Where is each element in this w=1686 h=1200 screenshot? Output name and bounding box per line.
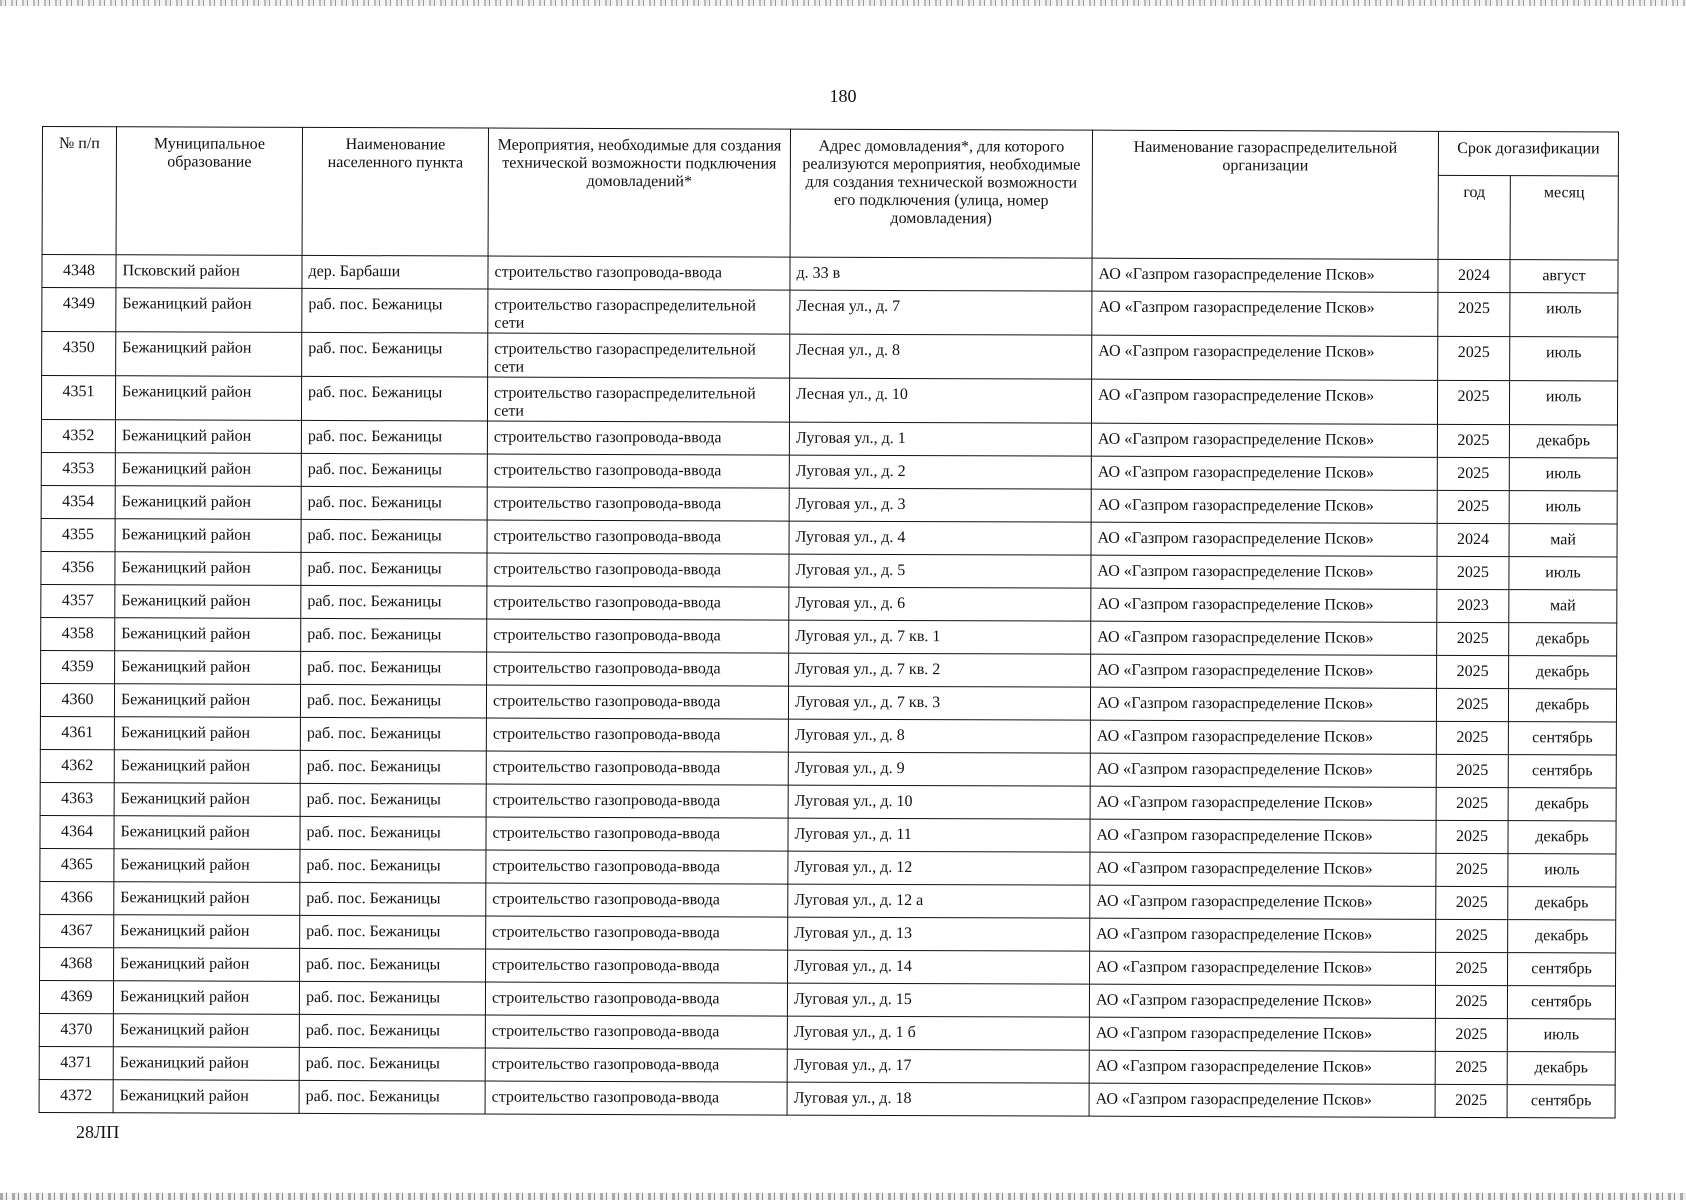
cell-address: Луговая ул., д. 1: [789, 422, 1091, 456]
cell-measure: строительство газопровода-ввода: [487, 454, 789, 488]
table-row: [41, 452, 1617, 491]
cell-year: 2025: [1436, 754, 1508, 787]
cell-year: 2025: [1437, 622, 1509, 655]
cell-organization: АО «Газпром газораспределение Псков»: [1090, 786, 1436, 820]
cell-month: сентябрь: [1507, 1085, 1615, 1118]
table-row: [41, 518, 1617, 557]
scan-edge-top: [0, 0, 1686, 6]
table-row: [39, 980, 1615, 1019]
cell-municipality: Бежаницкий район: [114, 816, 300, 850]
cell-municipality: Бежаницкий район: [113, 1047, 299, 1081]
cell-num: 4357: [41, 584, 115, 617]
cell-num: 4371: [39, 1046, 113, 1079]
cell-municipality: Бежаницкий район: [116, 288, 302, 333]
table-body: [39, 255, 1618, 1118]
cell-month: июль: [1508, 854, 1616, 887]
cell-address: Луговая ул., д. 4: [789, 521, 1091, 555]
table-row: [41, 584, 1617, 623]
cell-settlement: раб. пос. Бежаницы: [300, 948, 486, 982]
table-row: [40, 749, 1616, 788]
cell-settlement: раб. пос. Бежаницы: [300, 750, 486, 784]
cell-settlement: раб. пос. Бежаницы: [301, 453, 487, 487]
table-row: [40, 914, 1616, 953]
cell-num: 4352: [41, 419, 115, 452]
cell-organization: АО «Газпром газораспределение Псков»: [1089, 1050, 1435, 1084]
table-row: [42, 332, 1618, 382]
cell-num: 4356: [41, 551, 115, 584]
cell-settlement: раб. пос. Бежаницы: [301, 420, 487, 454]
cell-month: сентябрь: [1507, 986, 1615, 1019]
cell-organization: АО «Газпром газораспределение Псков»: [1090, 687, 1436, 721]
footer-code: 28ЛП: [76, 1122, 120, 1142]
cell-month: июль: [1509, 381, 1617, 425]
cell-organization: АО «Газпром газораспределение Псков»: [1092, 335, 1438, 380]
cell-num: 4362: [40, 749, 114, 782]
cell-year: 2025: [1438, 292, 1510, 336]
cell-address: Луговая ул., д. 12 а: [788, 884, 1090, 918]
cell-municipality: Бежаницкий район: [115, 651, 301, 685]
cell-num: 4354: [41, 485, 115, 518]
cell-organization: АО «Газпром газораспределение Псков»: [1090, 918, 1436, 952]
header-num: № п/п: [42, 127, 116, 255]
cell-num: 4361: [40, 716, 114, 749]
cell-year: 2025: [1436, 721, 1508, 754]
table-row: [39, 1079, 1615, 1118]
cell-measure: строительство газопровода-ввода: [485, 1015, 787, 1049]
cell-year: 2025: [1437, 490, 1509, 523]
cell-municipality: Бежаницкий район: [113, 1014, 299, 1048]
table-wrapper: [39, 126, 1618, 1118]
table-row: [39, 1013, 1615, 1052]
cell-municipality: Бежаницкий район: [114, 915, 300, 949]
cell-settlement: раб. пос. Бежаницы: [301, 519, 487, 553]
header-year: год: [1438, 175, 1510, 259]
cell-municipality: Бежаницкий район: [115, 519, 301, 553]
cell-measure: строительство газопровода-ввода: [485, 1048, 787, 1082]
cell-organization: АО «Газпром газораспределение Псков»: [1090, 720, 1436, 754]
table-row: [42, 288, 1618, 338]
page-number: 180: [829, 86, 857, 106]
cell-municipality: Бежаницкий район: [115, 420, 301, 454]
cell-num: 4349: [42, 288, 116, 332]
cell-month: май: [1509, 590, 1617, 623]
cell-year: 2025: [1436, 820, 1508, 853]
cell-month: декабрь: [1508, 920, 1616, 953]
scan-edge-bottom: [0, 1193, 1686, 1200]
cell-month: декабрь: [1509, 623, 1617, 656]
cell-address: Луговая ул., д. 17: [787, 1049, 1089, 1083]
cell-settlement: раб. пос. Бежаницы: [301, 585, 487, 619]
cell-month: сентябрь: [1508, 953, 1616, 986]
cell-settlement: раб. пос. Бежаницы: [300, 915, 486, 949]
cell-municipality: Бежаницкий район: [114, 849, 300, 883]
cell-measure: строительство газопровода-ввода: [487, 553, 789, 587]
cell-year: 2025: [1437, 655, 1509, 688]
cell-municipality: Бежаницкий район: [114, 684, 300, 718]
table-row: [42, 255, 1618, 294]
cell-settlement: раб. пос. Бежаницы: [300, 717, 486, 751]
cell-address: Лесная ул., д. 8: [790, 334, 1092, 379]
cell-year: 2025: [1436, 853, 1508, 886]
cell-year: 2025: [1436, 952, 1508, 985]
cell-month: декабрь: [1509, 656, 1617, 689]
cell-num: 4370: [39, 1013, 113, 1046]
cell-address: Лесная ул., д. 10: [789, 378, 1091, 423]
cell-num: 4367: [40, 914, 114, 947]
cell-organization: АО «Газпром газораспределение Псков»: [1091, 654, 1437, 688]
cell-month: июль: [1509, 557, 1617, 590]
cell-month: август: [1510, 260, 1618, 293]
cell-year: 2025: [1436, 787, 1508, 820]
cell-organization: АО «Газпром газораспределение Псков»: [1090, 885, 1436, 919]
cell-measure: строительство газораспределительной сети: [488, 289, 790, 334]
cell-address: Луговая ул., д. 5: [789, 554, 1091, 588]
cell-settlement: раб. пос. Бежаницы: [302, 332, 488, 377]
cell-address: Луговая ул., д. 13: [788, 917, 1090, 951]
cell-measure: строительство газопровода-ввода: [486, 718, 788, 752]
table-row: [41, 485, 1617, 524]
table-row: [41, 650, 1617, 689]
cell-municipality: Бежаницкий район: [115, 376, 301, 421]
cell-settlement: раб. пос. Бежаницы: [300, 783, 486, 817]
cell-month: декабрь: [1508, 689, 1616, 722]
cell-measure: строительство газопровода-ввода: [486, 883, 788, 917]
cell-settlement: раб. пос. Бежаницы: [301, 552, 487, 586]
cell-address: Луговая ул., д. 18: [787, 1082, 1089, 1116]
cell-settlement: раб. пос. Бежаницы: [299, 981, 485, 1015]
cell-month: декабрь: [1508, 788, 1616, 821]
cell-year: 2025: [1438, 336, 1510, 380]
table-row: [40, 782, 1616, 821]
cell-year: 2025: [1436, 688, 1508, 721]
cell-organization: АО «Газпром газораспределение Псков»: [1092, 258, 1438, 292]
header-row: [42, 127, 1618, 177]
cell-organization: АО «Газпром газораспределение Псков»: [1091, 621, 1437, 655]
cell-organization: АО «Газпром газораспределение Псков»: [1090, 852, 1436, 886]
cell-municipality: Бежаницкий район: [113, 981, 299, 1015]
cell-organization: АО «Газпром газораспределение Псков»: [1089, 984, 1435, 1018]
cell-municipality: Бежаницкий район: [116, 332, 302, 377]
cell-settlement: раб. пос. Бежаницы: [301, 651, 487, 685]
cell-municipality: Бежаницкий район: [115, 552, 301, 586]
cell-organization: АО «Газпром газораспределение Псков»: [1089, 1083, 1435, 1117]
cell-year: 2024: [1438, 259, 1510, 292]
cell-num: 4369: [39, 980, 113, 1013]
cell-measure: строительство газораспределительной сети: [488, 333, 790, 378]
table-row: [41, 617, 1617, 656]
table-row: [39, 1046, 1615, 1085]
cell-organization: АО «Газпром газораспределение Псков»: [1091, 456, 1437, 490]
cell-measure: строительство газопровода-ввода: [486, 949, 788, 983]
cell-measure: строительство газопровода-ввода: [487, 421, 789, 455]
cell-organization: АО «Газпром газораспределение Псков»: [1090, 951, 1436, 985]
header-month: месяц: [1510, 176, 1618, 260]
cell-num: 4353: [41, 452, 115, 485]
cell-year: 2025: [1437, 380, 1509, 424]
cell-year: 2025: [1435, 1051, 1507, 1084]
header-address: Адрес домовладения*, для которого реализуются мероприятия, необходимые для создания технической возможности его подключения (улица, номер домовладения): [790, 129, 1092, 258]
cell-organization: АО «Газпром газораспределение Псков»: [1091, 379, 1437, 424]
cell-measure: строительство газопровода-ввода: [485, 982, 787, 1016]
cell-municipality: Бежаницкий район: [115, 453, 301, 487]
table-row: [41, 551, 1617, 590]
cell-year: 2025: [1437, 457, 1509, 490]
cell-measure: строительство газопровода-ввода: [485, 1081, 787, 1115]
cell-year: 2025: [1435, 1018, 1507, 1051]
table-row: [40, 848, 1616, 887]
cell-measure: строительство газопровода-ввода: [486, 850, 788, 884]
cell-municipality: Бежаницкий район: [115, 486, 301, 520]
cell-measure: строительство газопровода-ввода: [486, 916, 788, 950]
cell-settlement: раб. пос. Бежаницы: [299, 1014, 485, 1048]
cell-measure: строительство газопровода-ввода: [486, 685, 788, 719]
cell-address: Луговая ул., д. 3: [789, 488, 1091, 522]
cell-month: июль: [1510, 293, 1618, 337]
cell-month: сентябрь: [1508, 755, 1616, 788]
cell-address: Луговая ул., д. 7 кв. 1: [789, 620, 1091, 654]
cell-measure: строительство газопровода-ввода: [486, 784, 788, 818]
table-row: [40, 683, 1616, 722]
cell-address: Луговая ул., д. 11: [788, 818, 1090, 852]
cell-measure: строительство газопровода-ввода: [487, 619, 789, 653]
cell-address: д. 33 в: [790, 257, 1092, 291]
cell-address: Луговая ул., д. 7 кв. 3: [788, 686, 1090, 720]
table-row: [40, 815, 1616, 854]
cell-address: Луговая ул., д. 9: [788, 752, 1090, 786]
header-municipality: Муниципальное образование: [116, 127, 302, 256]
cell-address: Луговая ул., д. 10: [788, 785, 1090, 819]
cell-year: 2025: [1437, 556, 1509, 589]
cell-settlement: раб. пос. Бежаницы: [299, 1047, 485, 1081]
header-settlement: Наименование населенного пункта: [302, 127, 488, 256]
table-row: [40, 716, 1616, 755]
cell-address: Луговая ул., д. 1 б: [787, 1016, 1089, 1050]
cell-year: 2024: [1437, 523, 1509, 556]
cell-organization: АО «Газпром газораспределение Псков»: [1090, 819, 1436, 853]
cell-measure: строительство газопровода-ввода: [486, 751, 788, 785]
cell-municipality: Бежаницкий район: [114, 717, 300, 751]
cell-measure: строительство газопровода-ввода: [487, 520, 789, 554]
cell-address: Луговая ул., д. 2: [789, 455, 1091, 489]
cell-year: 2025: [1436, 886, 1508, 919]
table-row: [41, 376, 1617, 426]
table-row: [40, 881, 1616, 920]
cell-num: 4372: [39, 1079, 113, 1112]
cell-address: Луговая ул., д. 8: [788, 719, 1090, 753]
cell-address: Луговая ул., д. 15: [787, 983, 1089, 1017]
cell-organization: АО «Газпром газораспределение Псков»: [1090, 753, 1436, 787]
cell-municipality: Псковский район: [116, 255, 302, 289]
cell-num: 4359: [41, 650, 115, 683]
cell-num: 4368: [40, 947, 114, 980]
cell-organization: АО «Газпром газораспределение Псков»: [1091, 423, 1437, 457]
cell-measure: строительство газопровода-ввода: [487, 586, 789, 620]
cell-settlement: раб. пос. Бежаницы: [300, 882, 486, 916]
cell-measure: строительство газораспределительной сети: [487, 377, 789, 422]
gasification-table: [39, 126, 1619, 1118]
header-measures: Мероприятия, необходимые для создания технической возможности подключения домовладений*: [488, 128, 790, 257]
cell-municipality: Бежаницкий район: [114, 948, 300, 982]
cell-municipality: Бежаницкий район: [113, 1080, 299, 1114]
cell-organization: АО «Газпром газораспределение Псков»: [1091, 555, 1437, 589]
table-row: [40, 947, 1616, 986]
header-deadline: Срок догазификации: [1438, 131, 1618, 176]
cell-organization: АО «Газпром газораспределение Псков»: [1091, 489, 1437, 523]
cell-num: 4366: [40, 881, 114, 914]
header-organization: Наименование газораспределительной организации: [1092, 130, 1438, 259]
cell-num: 4364: [40, 815, 114, 848]
cell-num: 4348: [42, 255, 116, 288]
cell-month: сентябрь: [1508, 722, 1616, 755]
cell-organization: АО «Газпром газораспределение Псков»: [1091, 522, 1437, 556]
cell-municipality: Бежаницкий район: [114, 783, 300, 817]
cell-settlement: раб. пос. Бежаницы: [299, 1080, 485, 1114]
cell-month: июль: [1509, 491, 1617, 524]
cell-settlement: раб. пос. Бежаницы: [301, 376, 487, 421]
cell-year: 2023: [1437, 589, 1509, 622]
cell-num: 4363: [40, 782, 114, 815]
cell-month: декабрь: [1508, 887, 1616, 920]
cell-measure: строительство газопровода-ввода: [487, 487, 789, 521]
cell-year: 2025: [1435, 1084, 1507, 1117]
cell-organization: АО «Газпром газораспределение Псков»: [1092, 291, 1438, 336]
cell-municipality: Бежаницкий район: [114, 882, 300, 916]
cell-address: Луговая ул., д. 12: [788, 851, 1090, 885]
cell-municipality: Бежаницкий район: [114, 750, 300, 784]
cell-num: 4360: [40, 683, 114, 716]
cell-settlement: раб. пос. Бежаницы: [300, 816, 486, 850]
cell-measure: строительство газопровода-ввода: [488, 256, 790, 290]
cell-municipality: Бежаницкий район: [115, 585, 301, 619]
cell-num: 4351: [41, 376, 115, 420]
cell-month: май: [1509, 524, 1617, 557]
cell-address: Лесная ул., д. 7: [790, 290, 1092, 335]
cell-organization: АО «Газпром газораспределение Псков»: [1091, 588, 1437, 622]
cell-address: Луговая ул., д. 6: [789, 587, 1091, 621]
cell-address: Луговая ул., д. 7 кв. 2: [789, 653, 1091, 687]
cell-num: 4350: [42, 332, 116, 376]
cell-municipality: Бежаницкий район: [115, 618, 301, 652]
cell-month: декабрь: [1509, 425, 1617, 458]
cell-measure: строительство газопровода-ввода: [487, 652, 789, 686]
cell-settlement: раб. пос. Бежаницы: [300, 849, 486, 883]
cell-settlement: дер. Барбаши: [302, 255, 488, 289]
cell-year: 2025: [1437, 424, 1509, 457]
cell-month: декабрь: [1507, 1052, 1615, 1085]
cell-settlement: раб. пос. Бежаницы: [302, 288, 488, 333]
cell-num: 4355: [41, 518, 115, 551]
cell-settlement: раб. пос. Бежаницы: [301, 486, 487, 520]
cell-year: 2025: [1435, 985, 1507, 1018]
cell-month: июль: [1510, 337, 1618, 381]
cell-month: июль: [1507, 1019, 1615, 1052]
cell-month: декабрь: [1508, 821, 1616, 854]
table-row: [41, 419, 1617, 458]
cell-year: 2025: [1436, 919, 1508, 952]
cell-num: 4358: [41, 617, 115, 650]
cell-num: 4365: [40, 848, 114, 881]
cell-organization: АО «Газпром газораспределение Псков»: [1089, 1017, 1435, 1051]
cell-address: Луговая ул., д. 14: [788, 950, 1090, 984]
cell-measure: строительство газопровода-ввода: [486, 817, 788, 851]
cell-settlement: раб. пос. Бежаницы: [301, 618, 487, 652]
cell-settlement: раб. пос. Бежаницы: [300, 684, 486, 718]
cell-month: июль: [1509, 458, 1617, 491]
